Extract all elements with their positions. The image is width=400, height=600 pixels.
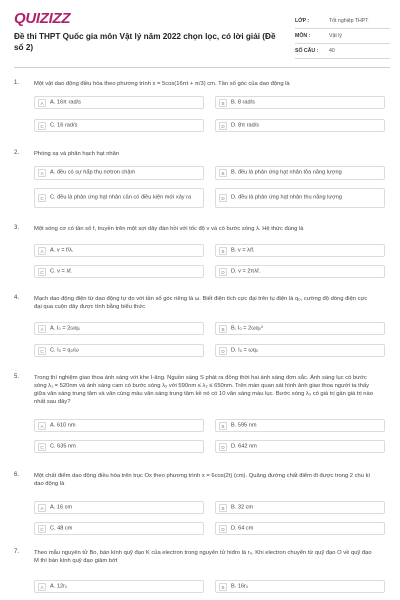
meta-row-subject <box>295 29 390 44</box>
option-a[interactable] <box>34 322 204 335</box>
option-a[interactable] <box>34 96 204 109</box>
question-text: Mạch dao động điện từ dao động tự do với tần số góc riêng là ω. Biết điện tích cực đại trên tụ điện là q₀, cường độ dòng điện cực đại qua cuộn dây được tính bằng biểu thức <box>34 296 368 310</box>
option-letter: B <box>219 504 227 512</box>
option-text: C. 635 nm <box>50 443 76 449</box>
option-c[interactable] <box>34 344 204 357</box>
option-text: C. v = λf. <box>50 268 73 274</box>
question-number: 5. <box>14 374 20 380</box>
option-letter: B <box>219 247 227 255</box>
option-text: D. 8π rad/s <box>231 122 260 128</box>
option-text: A. đều có sự hấp thụ nơtron chậm <box>50 169 136 176</box>
question-number: 6. <box>14 472 20 478</box>
option-text: B. 595 nm <box>231 422 257 428</box>
meta-label: SỐ CÂU : <box>295 48 319 54</box>
option-letter: D <box>219 122 227 130</box>
question-number: 1. <box>14 80 20 86</box>
option-a[interactable] <box>34 580 204 593</box>
option-text: A. 16π rad/s <box>50 99 81 105</box>
option-a[interactable] <box>34 419 204 432</box>
question-text: Một chất điểm dao động điều hòa trên trục Ox theo phương trình x = 6cos(2t) (cm). Quãng đường chất điểm đi được trong 2 chu kì dao động là <box>34 473 371 487</box>
option-d[interactable] <box>215 265 385 278</box>
option-b[interactable] <box>215 501 385 514</box>
option-letter: A <box>38 583 46 591</box>
option-letter: A <box>38 504 46 512</box>
option-d[interactable] <box>215 188 385 208</box>
option-text: C. 16 rad/s <box>50 122 78 128</box>
option-b[interactable] <box>215 166 385 180</box>
meta-value: 40 <box>329 48 335 54</box>
option-text: B. đều là phản ứng hạt nhân tỏa năng lượng <box>231 169 342 176</box>
option-letter: A <box>38 169 46 177</box>
option-letter: C <box>38 347 46 355</box>
option-letter: C <box>38 443 46 451</box>
option-text: B. 32 cm <box>231 504 254 510</box>
meta-row-count <box>295 44 390 59</box>
option-letter: B <box>219 169 227 177</box>
question-text: Phóng xạ và phân hạch hạt nhân <box>34 151 120 157</box>
option-text: D. 64 cm <box>231 525 254 531</box>
option-letter: A <box>38 99 46 107</box>
option-letter: C <box>38 525 46 533</box>
question-number: 2. <box>14 150 20 156</box>
option-letter: A <box>38 422 46 430</box>
option-b[interactable] <box>215 96 385 109</box>
option-text: C. I₀ = q₀/ω <box>50 347 79 353</box>
option-c[interactable] <box>34 522 204 535</box>
option-text: A. I₀ = 2ωq₀ <box>50 325 81 331</box>
option-text: B. I₀ = 2ωq₀² <box>231 325 263 331</box>
option-letter: C <box>38 122 46 130</box>
option-b[interactable] <box>215 580 385 593</box>
option-a[interactable] <box>34 501 204 514</box>
option-c[interactable] <box>34 119 204 132</box>
question-number: 3. <box>14 225 20 231</box>
option-letter: D <box>219 194 227 202</box>
option-letter: A <box>38 247 46 255</box>
meta-panel <box>295 14 390 59</box>
option-text: D. 642 nm <box>231 443 257 449</box>
option-letter: A <box>38 325 46 333</box>
question-text: Theo mẫu nguyên tử Bo, bán kính quỹ đạo K của electron trong nguyên tử hiđro là r₀. Khi electron chuyển từ quỹ đạo O về quỹ đạo M thì bán kính quỹ đạo giảm bớt <box>34 550 372 564</box>
option-letter: D <box>219 525 227 533</box>
header-divider <box>14 67 390 68</box>
option-letter: B <box>219 325 227 333</box>
option-b[interactable] <box>215 419 385 432</box>
page-title: Đề thi THPT Quốc gia môn Vật lý năm 2022 chọn lọc, có lời giải (Đề số 2) <box>14 32 276 52</box>
option-letter: B <box>219 99 227 107</box>
option-text: A. 16 cm <box>50 504 73 510</box>
option-text: B. v = λ/f. <box>231 247 255 253</box>
option-text: B. 8 rad/s <box>231 99 255 105</box>
option-text: C. 48 cm <box>50 525 73 531</box>
meta-label: LỚP : <box>295 18 310 24</box>
option-a[interactable] <box>34 166 204 180</box>
option-text: A. v = f/λ. <box>50 247 74 253</box>
option-letter: D <box>219 443 227 451</box>
option-text: D. đều là phản ứng hạt nhân thu năng lượng <box>231 194 342 201</box>
option-letter: C <box>38 268 46 276</box>
option-letter: B <box>219 422 227 430</box>
option-text: D. I₀ = ωq₀ <box>231 347 259 353</box>
meta-value: Vật lý <box>329 33 342 39</box>
option-letter: D <box>219 347 227 355</box>
question-number: 7. <box>14 549 20 555</box>
option-d[interactable] <box>215 344 385 357</box>
option-text: C. đều là phản ứng hạt nhân cần có điều kiện mới xảy ra <box>50 194 192 201</box>
question-text: Một sóng cơ có tần số f, truyền trên một sợi dây đàn hồi với tốc độ v và có bước sóng λ. Hệ thức đúng là <box>34 226 304 232</box>
meta-row-class <box>295 14 390 29</box>
option-text: D. v = 2πλf. <box>231 268 261 274</box>
question-number: 4. <box>14 295 20 301</box>
option-d[interactable] <box>215 119 385 132</box>
question-text: Trong thí nghiệm giao thoa ánh sáng với khe I-âng. Nguồn sáng S phát ra đồng thời hai ánh sáng đơn sắc. Ánh sáng lục có bước sóng λ₁ = 520nm và ánh sáng cam có bước sóng λ₂ với 590nm ≤ λ₂ ≤ 650nm. Trên màn quan sát hình ảnh giao thoa người ta thấy giữa vân sáng trung tâm và vân cùng màu vân sáng trung tâm kề nó có 10 vân sáng màu lục. Bước sóng λ₂ có giá trị gần giá trị nào nhất sau đây? <box>34 375 373 405</box>
option-d[interactable] <box>215 522 385 535</box>
option-c[interactable] <box>34 265 204 278</box>
meta-value: Tốt nghiệp THPT <box>329 18 369 24</box>
option-b[interactable] <box>215 244 385 257</box>
option-b[interactable] <box>215 322 385 335</box>
quizizz-logo: QUIZIZZ <box>14 10 71 27</box>
option-a[interactable] <box>34 244 204 257</box>
option-text: A. 610 nm <box>50 422 76 428</box>
option-letter: C <box>38 194 46 202</box>
option-c[interactable] <box>34 440 204 453</box>
option-text: A. 12r₀ <box>50 583 68 589</box>
question-text: Một vật dao động điều hòa theo phương trình x = 5cos(16πt + π/3) cm. Tần số góc của dao động là <box>34 81 290 87</box>
option-d[interactable] <box>215 440 385 453</box>
meta-label: MÔN : <box>295 33 311 39</box>
option-letter: D <box>219 268 227 276</box>
option-letter: B <box>219 583 227 591</box>
option-text: B. 16r₀ <box>231 583 249 589</box>
option-c[interactable] <box>34 188 204 208</box>
